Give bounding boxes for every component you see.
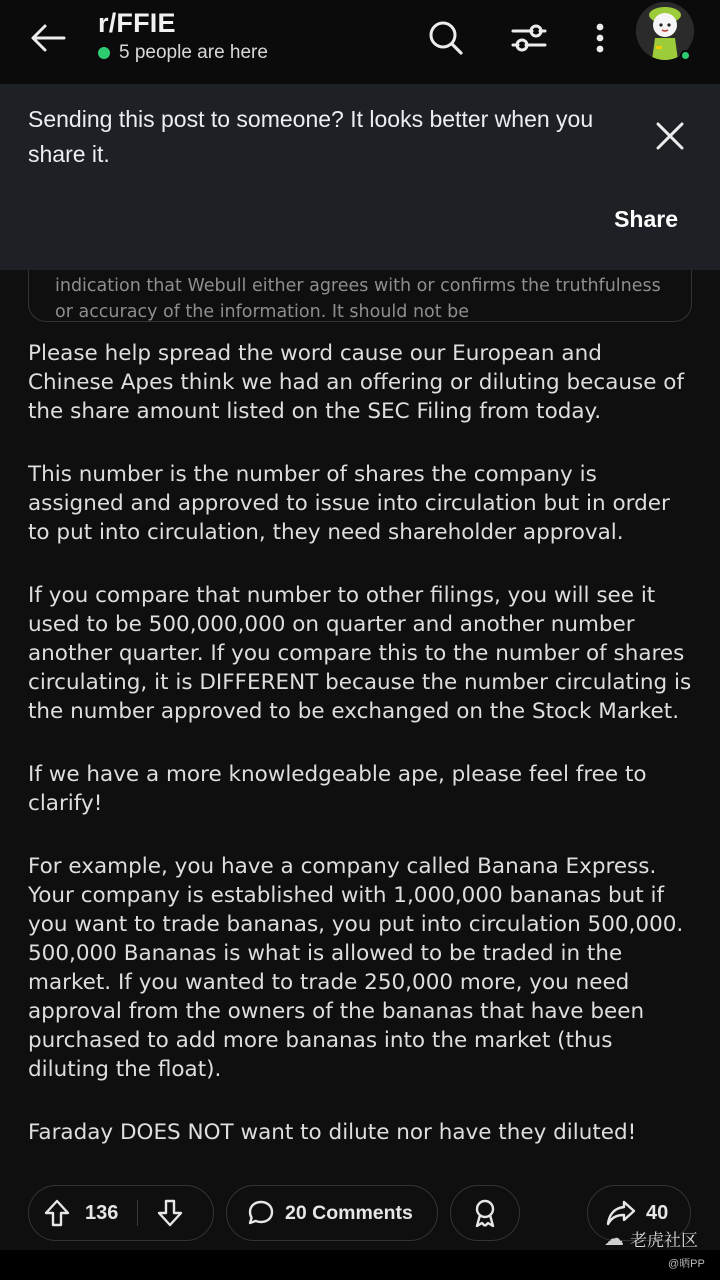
comments-count: 20 Comments (285, 1201, 413, 1224)
post-body (28, 339, 692, 1181)
share-icon (606, 1199, 636, 1227)
filter-button[interactable] (507, 16, 551, 60)
search-icon (428, 20, 464, 56)
presence-indicator (98, 42, 268, 64)
subreddit-name[interactable]: r/FFIE (98, 8, 176, 38)
close-icon (655, 121, 685, 151)
back-button[interactable] (26, 18, 70, 58)
bottom-strip (0, 1250, 720, 1280)
award-button[interactable] (450, 1185, 520, 1241)
post-paragraph: For example, you have a company called Banana Express. Your company is established with 1,000,000 bananas but if you want to trade bananas, you put into circulation 500,000. 500,000 Bananas is what is allowed to be traded in the market. If you wanted to trade 250,000 more, you need approval from the owners of the bananas that have been purchased to add more bananas into the market (thus diluting the float). (28, 854, 684, 1082)
search-button[interactable] (424, 16, 468, 60)
upvote-count: 136 (85, 1201, 119, 1224)
vote-control (28, 1185, 214, 1241)
more-vertical-icon (595, 23, 605, 53)
close-banner-button[interactable] (648, 114, 692, 158)
disclaimer-text: indication that Webull either agrees with or confirms the truthfulness or accuracy of the information. It should not be (55, 276, 661, 322)
subreddit-header (98, 8, 268, 64)
upvote-icon (44, 1199, 70, 1227)
share-banner-button[interactable]: Share (614, 206, 678, 232)
vote-divider (137, 1200, 138, 1226)
back-arrow-icon (30, 23, 66, 53)
post-paragraph: If you compare that number to other filings, you will see it used to be 500,000,000 on quarter and another number another quarter. If you compare this to the number of shares circulating, it is DIFFERENT because the number circulating is the number approved to be exchanged on the Stock Market. (28, 583, 692, 724)
presence-text: 5 people are here (119, 42, 268, 63)
watermark (604, 1226, 698, 1251)
share-prompt-banner (0, 84, 720, 270)
upvote-button[interactable] (29, 1187, 85, 1239)
downvote-button[interactable] (142, 1187, 198, 1239)
tiger-logo-icon: ☁ (604, 1228, 624, 1250)
comments-button[interactable] (226, 1185, 438, 1241)
online-status-dot (680, 50, 691, 61)
post-paragraph: Faraday DOES NOT want to dilute nor have they diluted! (28, 1120, 637, 1145)
filter-icon (510, 22, 548, 54)
more-options-button[interactable] (578, 16, 622, 60)
downvote-icon (157, 1199, 183, 1227)
watermark-handle: @晒PP (668, 1258, 705, 1270)
post-paragraph: Please help spread the word cause our European and Chinese Apes think we had an offering or diluting because of the share amount listed on the SEC Filing from today. (28, 341, 685, 424)
post-paragraph: If we have a more knowledgeable ape, please feel free to clarify! (28, 762, 647, 816)
post-paragraph: This number is the number of shares the company is assigned and approved to issue into circulation but in order to put into circulation, they need shareholder approval. (28, 462, 670, 545)
share-prompt-message: Sending this post to someone? It looks better when you share it. (28, 106, 594, 167)
watermark-brand: 老虎社区 (630, 1231, 698, 1250)
award-icon (471, 1198, 499, 1228)
comment-icon (247, 1199, 275, 1227)
online-dot (98, 47, 110, 59)
top-app-bar (0, 0, 720, 84)
share-count: 40 (646, 1201, 669, 1224)
